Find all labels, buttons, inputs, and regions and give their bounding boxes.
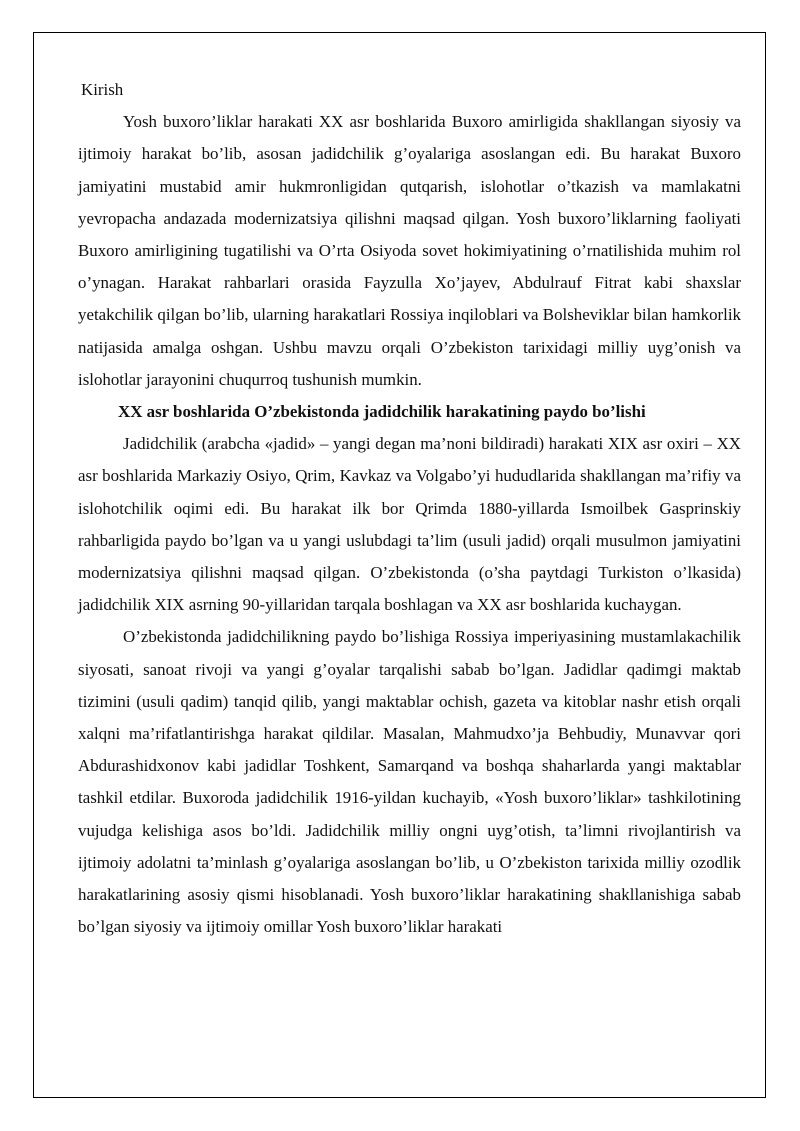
section-heading: XX asr boshlarida O’zbekistonda jadidchilik harakatining paydo bo’lishi: [118, 402, 646, 422]
intro-heading: Kirish: [81, 80, 124, 99]
section-paragraph-2: O’zbekistonda jadidchilikning paydo bo’lishiga Rossiya imperiyasining mustamlakachilik siyosati, sanoat rivoji va yangi g’oyalar tarqalishi sabab bo’lgan. Jadidlar qadimgi maktab tizimini (usuli qadim) tanqid qilib, yangi maktablar ochish, gazeta va kitoblar nashr etish orqali xalqni ma’rifatlantirishga harakat qildilar. Masalan, Mahmudxo’ja Behbudiy, Munavvar qori Abdurashidxonov kabi jadidlar Toshkent, Samarqand va boshqa shaharlarda yangi maktablar tashkil etdilar. Buxoroda jadidchilik 1916-yildan kuchayib, «Yosh buxoro’liklar» tashkilotining vujudga kelishiga asos bo’ldi. Jadidchilik milliy ongni uyg’otish, ta’limni rivojlantirish va ijtimoiy adolatni ta’minlash g’oyalariga asoslangan bo’lib, u O’zbekiston tarixida milliy ozodlik harakatlarining asosiy qismi hisoblanadi. Yosh buxoro’liklar harakatining shakllanishiga sabab bo’lgan siyosiy va ijtimoiy omillar Yosh buxoro’liklar harakati: [78, 627, 741, 937]
intro-paragraph: Yosh buxoro’liklar harakati XX asr boshlarida Buxoro amirligida shakllangan siyosiy va ijtimoiy harakat bo’lib, asosan jadidchilik g’oyalariga asoslangan edi. Bu harakat Buxoro jamiyatini mustabid amir hukmronligidan qutqarish, islohotlar o’tkazish va mamlakatni yevropacha andazada modernizatsiya qilishni maqsad qilgan. Yosh buxoro’liklarning faoliyati Buxoro amirligining tugatilishi va O’rta Osiyoda sovet hokimiyatining o’rnatilishida muhim rol o’ynagan. Harakat rahbarlari orasida Fayzulla Xo’jayev, Abdulrauf Fitrat kabi shaxslar yetakchilik qilgan bo’lib, ularning harakatlari Rossiya inqiloblari va Bolsheviklar bilan hamkorlik natijasida amalga oshgan. Ushbu mavzu orqali O’zbekiston tarixidagi milliy uyg’onish va islohotlar jarayonini chuqurroq tushunish mumkin.: [78, 112, 741, 389]
document-body: [78, 74, 741, 943]
section-paragraph-1: Jadidchilik (arabcha «jadid» – yangi degan ma’noni bildiradi) harakati XIX asr oxiri – XX asr boshlarida Markaziy Osiyo, Qrim, Kavkaz va Volgabo’yi hududlarida shakllangan ma’rifiy va islohotchilik oqimi edi. Bu harakat ilk bor Qrimda 1880-yillarda Ismoilbek Gasprinskiy rahbarligida paydo bo’lgan va u yangi uslubdagi ta’lim (usuli jadid) orqali musulmon jamiyatini modernizatsiya qilishni maqsad qilgan. O’zbekistonda (o’sha paytdagi Turkiston o’lkasida) jadidchilik XIX asrning 90-yillaridan tarqala boshlagan va XX asr boshlarida kuchaygan.: [78, 434, 741, 615]
